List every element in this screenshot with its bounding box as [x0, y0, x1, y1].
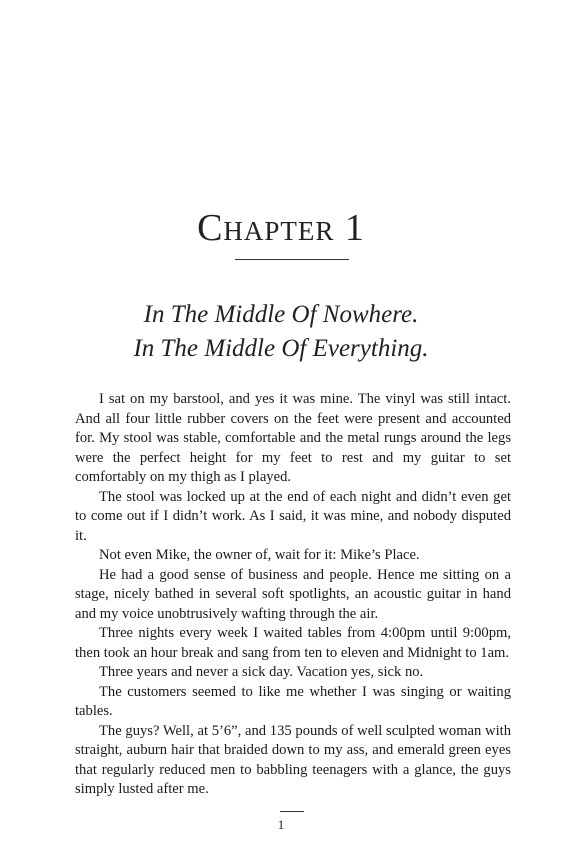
page-number-rule [280, 811, 304, 812]
paragraph: The customers seemed to like me whether I was singing or waiting tables. [75, 683, 511, 719]
chapter-subtitle [0, 298, 562, 366]
chapter-title-rule [235, 259, 349, 260]
chapter-body [75, 390, 511, 800]
paragraph: He had a good sense of business and people. Hence me sitting on a stage, nicely bathed in several soft spotlights, an acoustic guitar in hand and my voice unobtrusively wafting through the air. [75, 566, 511, 622]
paragraph: Three years and never a sick day. Vacation yes, sick no. [99, 664, 424, 680]
page-number: 1 [277, 817, 285, 832]
paragraph: The guys? Well, at 5’6”, and 135 pounds of well sculpted woman with straight, auburn hair that braided down to my ass, and emerald green eyes that regularly reduced men to babbling teenagers with a glance, the guys simply lusted after me. [75, 722, 511, 797]
chapter-title: Chapter 1 [197, 207, 365, 249]
subtitle-line-2: In The Middle Of Everything. [133, 335, 429, 362]
paragraph: The stool was locked up at the end of each night and didn’t even get to come out if I didn’t work. As I said, it was mine, and nobody disputed it. [75, 488, 511, 544]
paragraph: Three nights every week I waited tables from 4:00pm until 9:00pm, then took an hour break and sang from ten to eleven and Midnight to 1am. [75, 625, 511, 661]
paragraph: I sat on my barstool, and yes it was mine. The vinyl was still intact. And all four little rubber covers on the feet were present and accounted for. My stool was stable, comfortable and the metal rungs around the legs were the perfect height for my feet to rest and my guitar to set comfortably on my thigh as I played. [75, 391, 511, 485]
subtitle-line-1: In The Middle Of Nowhere. [143, 301, 419, 328]
paragraph: Not even Mike, the owner of, wait for it: Mike’s Place. [99, 547, 420, 563]
